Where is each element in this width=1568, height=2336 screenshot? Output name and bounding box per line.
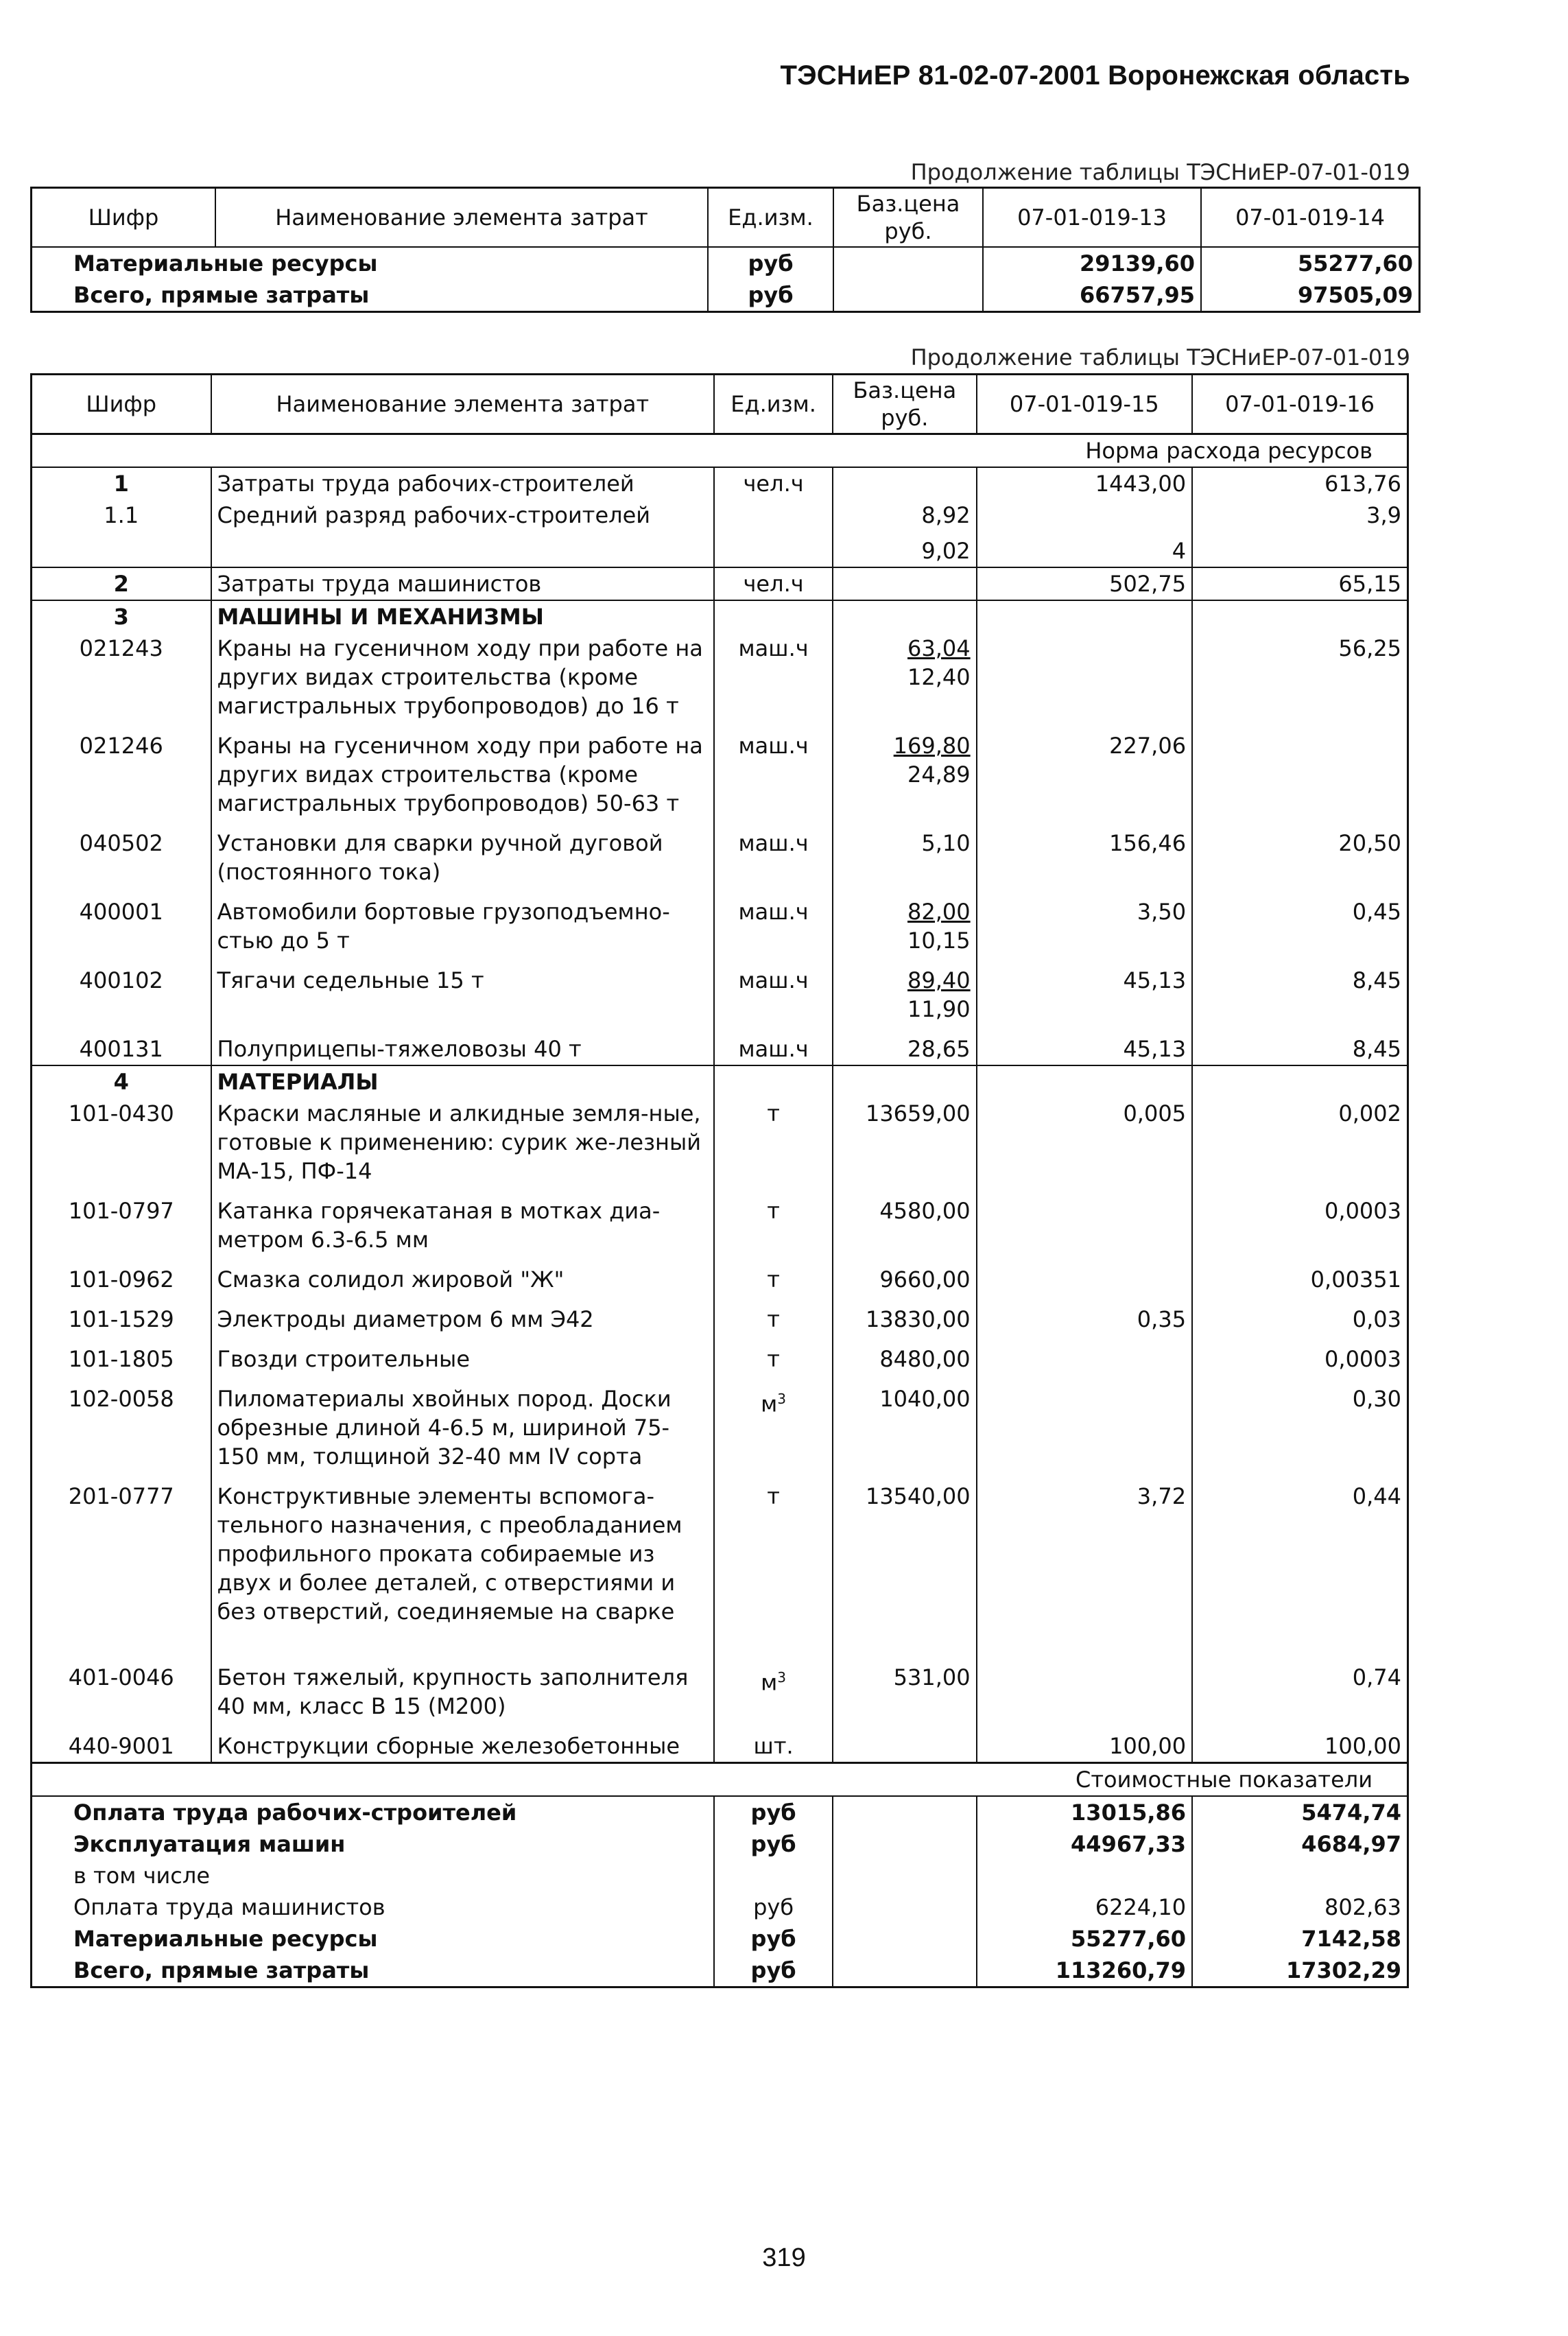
table-row: 040502 Установки для сварки ручной дуговой (постоянного тока) маш.ч 5,10 156,46 20,50: [32, 819, 1408, 888]
norm-label: Норма расхода ресурсов: [32, 434, 1408, 468]
col-v2: 07-01-019-16: [1192, 375, 1407, 434]
table-row: Материальные ресурсы руб 55277,60 7142,58: [32, 1923, 1408, 1955]
page-number: 319: [762, 2243, 806, 2272]
table-row: 400102 Тягачи седельные 15 т маш.ч 89,40 11,90 45,13 8,45: [32, 956, 1408, 1025]
table-row: 2 Затраты труда машинистов чел.ч 502,75 65,15: [32, 567, 1408, 600]
col-unit: Ед.изм.: [714, 375, 833, 434]
cost-label: Стоимостные показатели: [32, 1763, 1408, 1797]
table-row: 021246 Краны на гусеничном ходу при работе на других видах строительства (кроме магистральных трубопроводов) 50-63 т маш.ч 169,80 24,89 227,06: [32, 722, 1408, 819]
table-row: 101-0430 Краски масляные и алкидные земля-ные, готовые к применению: сурик же-лезный МА-15, ПФ-14 т 13659,00 0,005 0,002: [32, 1098, 1408, 1187]
table-row: Материальные ресурсы руб 29139,60 55277,60: [32, 247, 1420, 279]
table-row: 1 Затраты труда рабочих-строителей чел.ч 1443,00 613,76: [32, 467, 1408, 499]
col-name: Наименование элемента затрат: [215, 188, 708, 248]
col-price: Баз.цена руб.: [833, 188, 983, 248]
table-row: Всего, прямые затраты руб 66757,95 97505,09: [32, 279, 1420, 312]
col-code: Шифр: [32, 188, 216, 248]
table1-caption: Продолжение таблицы ТЭСНиЕР-07-01-019: [910, 159, 1410, 185]
table-row: Оплата труда рабочих-строителей руб 13015,86 5474,74: [32, 1796, 1408, 1828]
table-row: 3 МАШИНЫ И МЕХАНИЗМЫ: [32, 600, 1408, 633]
col-price: Баз.цена руб.: [833, 375, 977, 434]
col-code: Шифр: [32, 375, 211, 434]
col-name: Наименование элемента затрат: [211, 375, 715, 434]
table-row: в том числе: [32, 1860, 1408, 1891]
table-row: 401-0046 Бетон тяжелый, крупность заполнителя 40 мм, класс В 15 (М200) $м^3$ 531,00 0,74: [32, 1627, 1408, 1722]
table-row: 101-1529 Электроды диаметром 6 мм Э42 т 13830,00 0,35 0,03: [32, 1295, 1408, 1335]
table-row: 400001 Автомобили бортовые грузоподъемно-стью до 5 т маш.ч 82,00 10,15 3,50 0,45: [32, 888, 1408, 956]
table-row: 440-9001 Конструкции сборные железобетонные шт. 100,00 100,00: [32, 1722, 1408, 1763]
table-row: Эксплуатация машин руб 44967,33 4684,97: [32, 1828, 1408, 1860]
table-row: 102-0058 Пиломатериалы хвойных пород. Доски обрезные длиной 4-6.5 м, шириной 75-150 мм, толщиной 32-40 мм IV сорта $м^3$ 1040,00 0,30: [32, 1375, 1408, 1472]
table2: [30, 373, 1409, 1988]
table-row: 101-1805 Гвозди строительные т 8480,00 0,0003: [32, 1335, 1408, 1375]
col-v1: 07-01-019-13: [983, 188, 1201, 248]
table-row: 101-0797 Катанка горячекатаная в мотках диа-метром 6.3-6.5 мм т 4580,00 0,0003: [32, 1187, 1408, 1255]
table1-header-row: [32, 188, 1420, 248]
document-header: ТЭСНиЕР 81-02-07-2001 Воронежская область: [780, 60, 1410, 91]
table-row: 101-0962 Смазка солидол жировой "Ж" т 9660,00 0,00351: [32, 1255, 1408, 1295]
table-row: 201-0777 Конструктивные элементы вспомога-тельного назначения, с преобладанием профильного проката собираемые из двух и более деталей, с отверстиями и без отверстий, соединяемые на сварке т 13540,00 3,72 0,44: [32, 1472, 1408, 1627]
table-row: Всего, прямые затраты руб 113260,79 17302,29: [32, 1955, 1408, 1987]
table2-caption: Продолжение таблицы ТЭСНиЕР-07-01-019: [910, 344, 1410, 370]
table-row: 1.1 Средний разряд рабочих-строителей 8,92 9,02 4 3,9: [32, 499, 1408, 567]
table1: [30, 187, 1421, 313]
col-v2: 07-01-019-14: [1201, 188, 1420, 248]
cost-label-row: [32, 1763, 1408, 1797]
table-row: 021243 Краны на гусеничном ходу при работе на других видах строительства (кроме магистральных трубопроводов) до 16 т маш.ч 63,04 12,40 56,25: [32, 633, 1408, 722]
norm-label-row: [32, 434, 1408, 468]
col-v1: 07-01-019-15: [977, 375, 1192, 434]
table2-header-row: [32, 375, 1408, 434]
table-row: 4 МАТЕРИАЛЫ: [32, 1065, 1408, 1098]
table-row: 400131 Полуприцепы-тяжеловозы 40 т маш.ч 28,65 45,13 8,45: [32, 1025, 1408, 1065]
table-row: Оплата труда машинистов руб 6224,10 802,63: [32, 1891, 1408, 1923]
col-unit: Ед.изм.: [708, 188, 833, 248]
